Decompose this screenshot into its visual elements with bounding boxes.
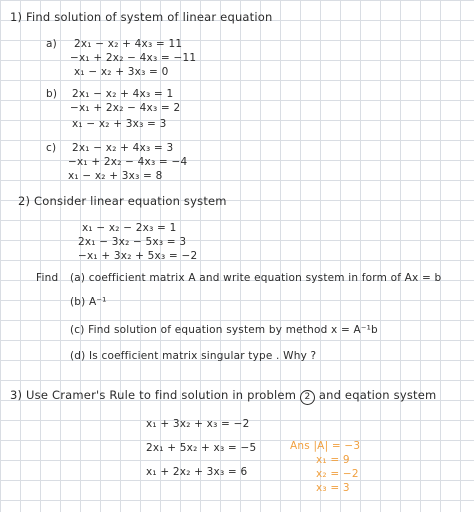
q1-a-eq1: 2x₁ − x₂ + 4x₃ = 11 xyxy=(74,38,183,50)
q1-b-label: b) xyxy=(46,88,58,100)
q3-title xyxy=(10,388,436,405)
q3-title-post: and eqation system xyxy=(318,388,437,402)
answer-det: Ans |A| = −3 xyxy=(290,440,361,452)
q2-eq3: −x₁ + 3x₂ + 5x₃ = −2 xyxy=(78,250,198,262)
q1-b-eq3: x₁ − x₂ + 3x₃ = 3 xyxy=(72,118,167,130)
answer-x2: x₂ = −2 xyxy=(316,468,359,480)
q3-title-pre: 3) Use Cramer's Rule to find solution in problem xyxy=(10,388,297,402)
q1-title: 1) Find solution of system of linear equation xyxy=(10,10,273,24)
q1-c-eq2: −x₁ + 2x₂ − 4x₃ = −4 xyxy=(68,156,188,168)
q2-find: Find xyxy=(36,272,59,284)
q2-eq1: x₁ − x₂ − 2x₃ = 1 xyxy=(82,222,177,234)
q1-a-eq2: −x₁ + 2x₂ − 4x₃ = −11 xyxy=(70,52,197,64)
q1-a-label: a) xyxy=(46,38,57,50)
q3-eq3: x₁ + 2x₂ + 3x₃ = 6 xyxy=(146,466,248,478)
q3-eq1: x₁ + 3x₂ + x₃ = −2 xyxy=(146,418,250,430)
q1-a-eq3: x₁ − x₂ + 3x₃ = 0 xyxy=(74,66,169,78)
q1-c-label: c) xyxy=(46,142,57,154)
q2-part-d: (d) Is coefficient matrix singular type . Why ? xyxy=(70,350,317,362)
q2-part-a: (a) coefficient matrix A and write equation system in form of Ax = b xyxy=(70,272,442,284)
answer-x3: x₃ = 3 xyxy=(316,482,350,494)
q1-c-eq1: 2x₁ − x₂ + 4x₃ = 3 xyxy=(72,142,174,154)
problem-number-circle: 2 xyxy=(300,390,315,405)
answer-x1: x₁ = 9 xyxy=(316,454,350,466)
q1-b-eq2: −x₁ + 2x₂ − 4x₃ = 2 xyxy=(70,102,181,114)
q2-part-b: (b) A⁻¹ xyxy=(70,296,107,308)
q1-b-eq1: 2x₁ − x₂ + 4x₃ = 1 xyxy=(72,88,174,100)
q2-part-c: (c) Find solution of equation system by method x = A⁻¹b xyxy=(70,324,378,336)
q2-title: 2) Consider linear equation system xyxy=(18,194,227,208)
q2-eq2: 2x₁ − 3x₂ − 5x₃ = 3 xyxy=(78,236,187,248)
q1-c-eq3: x₁ − x₂ + 3x₃ = 8 xyxy=(68,170,163,182)
q3-eq2: 2x₁ + 5x₂ + x₃ = −5 xyxy=(146,442,257,454)
